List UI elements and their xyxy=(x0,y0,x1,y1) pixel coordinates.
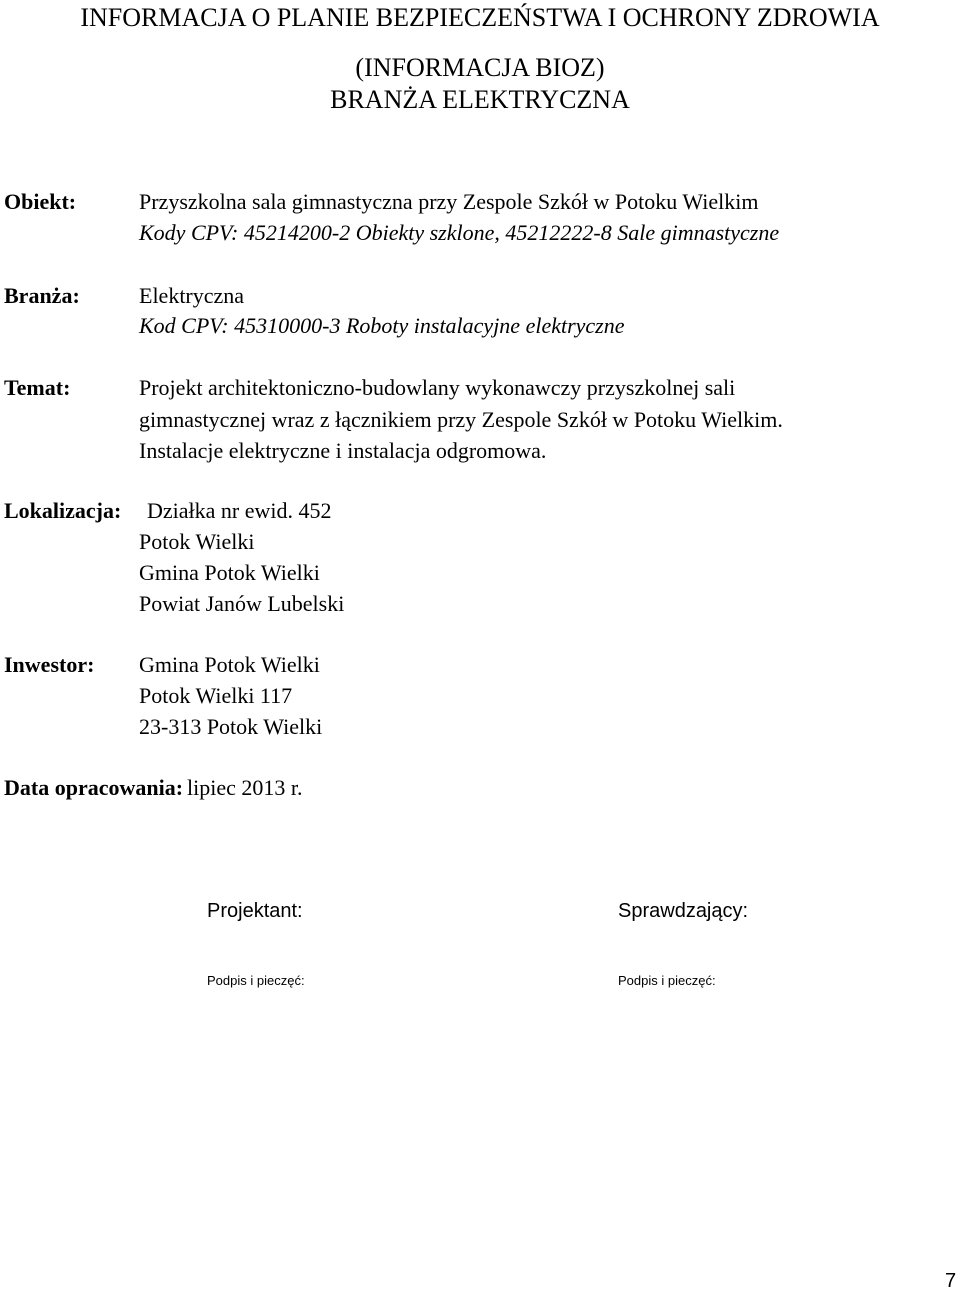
branza-value: Elektryczna xyxy=(139,283,245,308)
temat-label: Temat: xyxy=(4,375,71,400)
data-opracowania-row xyxy=(4,773,303,803)
document-title-line-3: BRANŻA ELEKTRYCZNA xyxy=(330,85,630,114)
page-number: 7 xyxy=(945,1270,957,1292)
document-title-line-1: INFORMACJA O PLANIE BEZPIECZEŃSTWA I OCHRONY ZDROWIA xyxy=(80,3,880,32)
lokalizacja-line-3: Gmina Potok Wielki xyxy=(139,560,320,585)
temat-line-2: gimnastycznej wraz z łącznikiem przy Zespole Szkół w Potoku Wielkim. xyxy=(139,407,783,432)
lokalizacja-line-4: Powiat Janów Lubelski xyxy=(139,591,345,616)
data-opracowania-label: Data opracowania: xyxy=(4,775,184,800)
obiekt-name: Przyszkolna sala gimnastyczna przy Zespole Szkół w Potoku Wielkim xyxy=(139,189,759,214)
obiekt-cpv-codes: Kody CPV: 45214200-2 Obiekty szklone, 45212222-8 Sale gimnastyczne xyxy=(139,220,780,245)
projektant-heading: Projektant: xyxy=(207,900,303,922)
branza-cpv-code: Kod CPV: 45310000-3 Roboty instalacyjne elektryczne xyxy=(139,313,625,338)
inwestor-line-2: Potok Wielki 117 xyxy=(139,683,293,708)
temat-line-3: Instalacje elektryczne i instalacja odgromowa. xyxy=(139,438,547,463)
inwestor-label: Inwestor: xyxy=(4,652,95,677)
inwestor-line-3: 23-313 Potok Wielki xyxy=(139,714,323,739)
lokalizacja-line-2: Potok Wielki xyxy=(139,529,255,554)
sprawdzajacy-signature-caption: Podpis i pieczęć: xyxy=(618,973,716,988)
inwestor-line-1: Gmina Potok Wielki xyxy=(139,652,320,677)
temat-line-1: Projekt architektoniczno-budowlany wykonawczy przyszkolnej sali xyxy=(139,375,736,400)
data-opracowania-value: lipiec 2013 r. xyxy=(187,775,303,800)
obiekt-label: Obiekt: xyxy=(4,189,77,214)
document-title-line-2: (INFORMACJA BIOZ) xyxy=(355,53,605,82)
lokalizacja-label: Lokalizacja: xyxy=(4,498,122,523)
branza-label: Branża: xyxy=(4,283,80,308)
lokalizacja-line-1: Działka nr ewid. 452 xyxy=(147,498,332,523)
sprawdzajacy-heading: Sprawdzający: xyxy=(618,900,749,922)
projektant-signature-caption: Podpis i pieczęć: xyxy=(207,973,305,988)
